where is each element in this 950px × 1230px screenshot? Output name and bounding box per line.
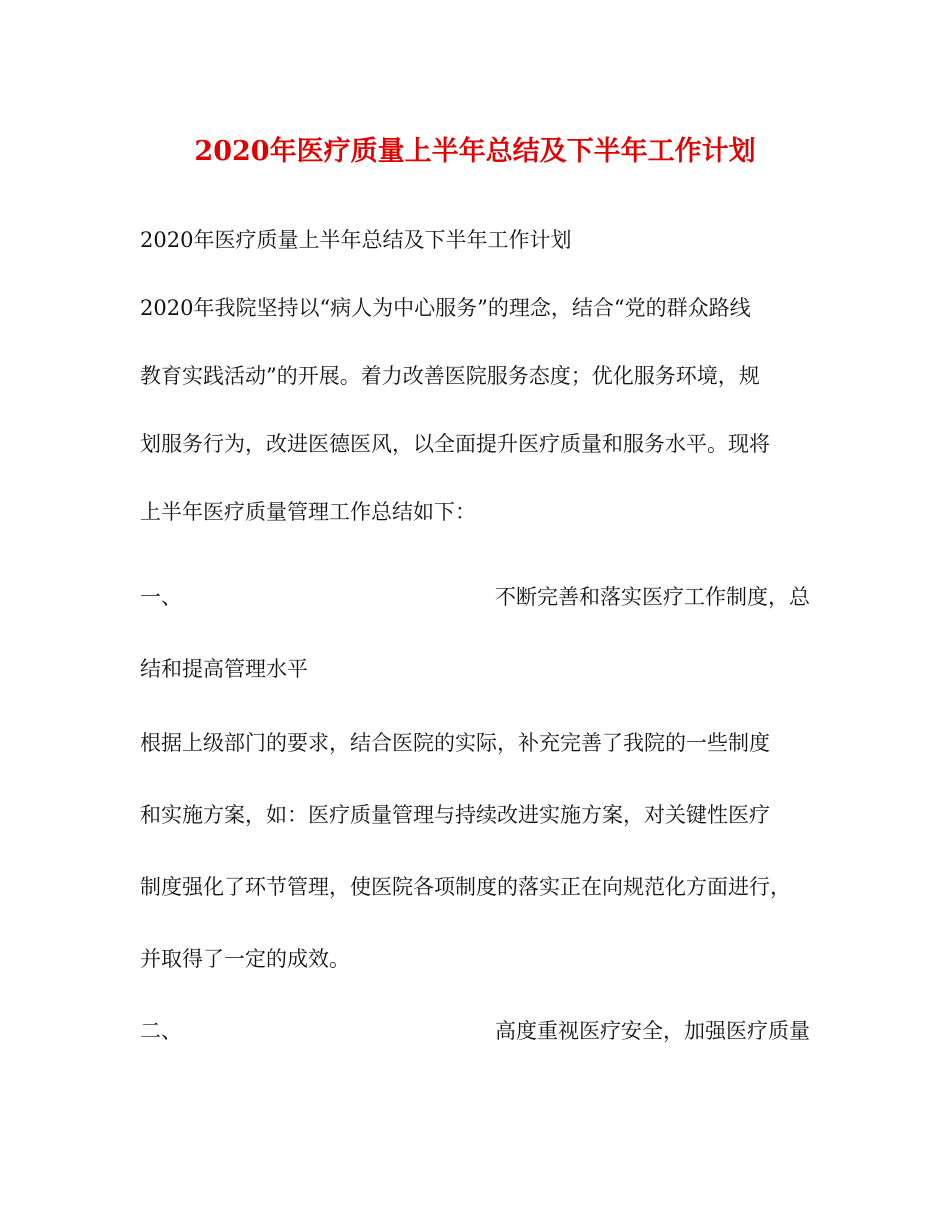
paragraph-line: 制度强化了环节管理，使医院各项制度的落实正在向规范化方面进行， [140, 875, 791, 899]
paragraph-line: 划服务行为，改进医德医风，以全面提升医疗质量和服务水平。现将 [140, 432, 770, 456]
paragraph-line: 和实施方案，如：医疗质量管理与持续改进实施方案，对关键性医疗 [140, 803, 770, 827]
paragraph-line: 2020年医疗质量上半年总结及下半年工作计划 [140, 228, 572, 252]
paragraph-line: 上半年医疗质量管理工作总结如下： [140, 500, 476, 524]
document-title: 2020年医疗质量上半年总结及下半年工作计划 [194, 136, 756, 167]
section-heading-text: 不断完善和落实医疗工作制度，总 [495, 585, 810, 609]
paragraph-line: 教育实践活动”的开展。着力改善医院服务态度；优化服务环境，规 [140, 364, 760, 388]
section-heading-text: 高度重视医疗安全，加强医疗质量 [495, 1019, 810, 1043]
section-heading-2 [140, 1016, 810, 1046]
paragraph-line: 结和提高管理水平 [140, 657, 308, 681]
paragraph-line: 2020年我院坚持以“病人为中心服务”的理念，结合“党的群众路线 [140, 296, 751, 320]
paragraph-line: 根据上级部门的要求，结合医院的实际，补充完善了我院的一些制度 [140, 731, 770, 755]
paragraph-line: 并取得了一定的成效。 [140, 947, 350, 971]
section-number: 二、 [140, 1019, 182, 1043]
section-number: 一、 [140, 585, 182, 609]
section-heading-1 [140, 582, 810, 612]
